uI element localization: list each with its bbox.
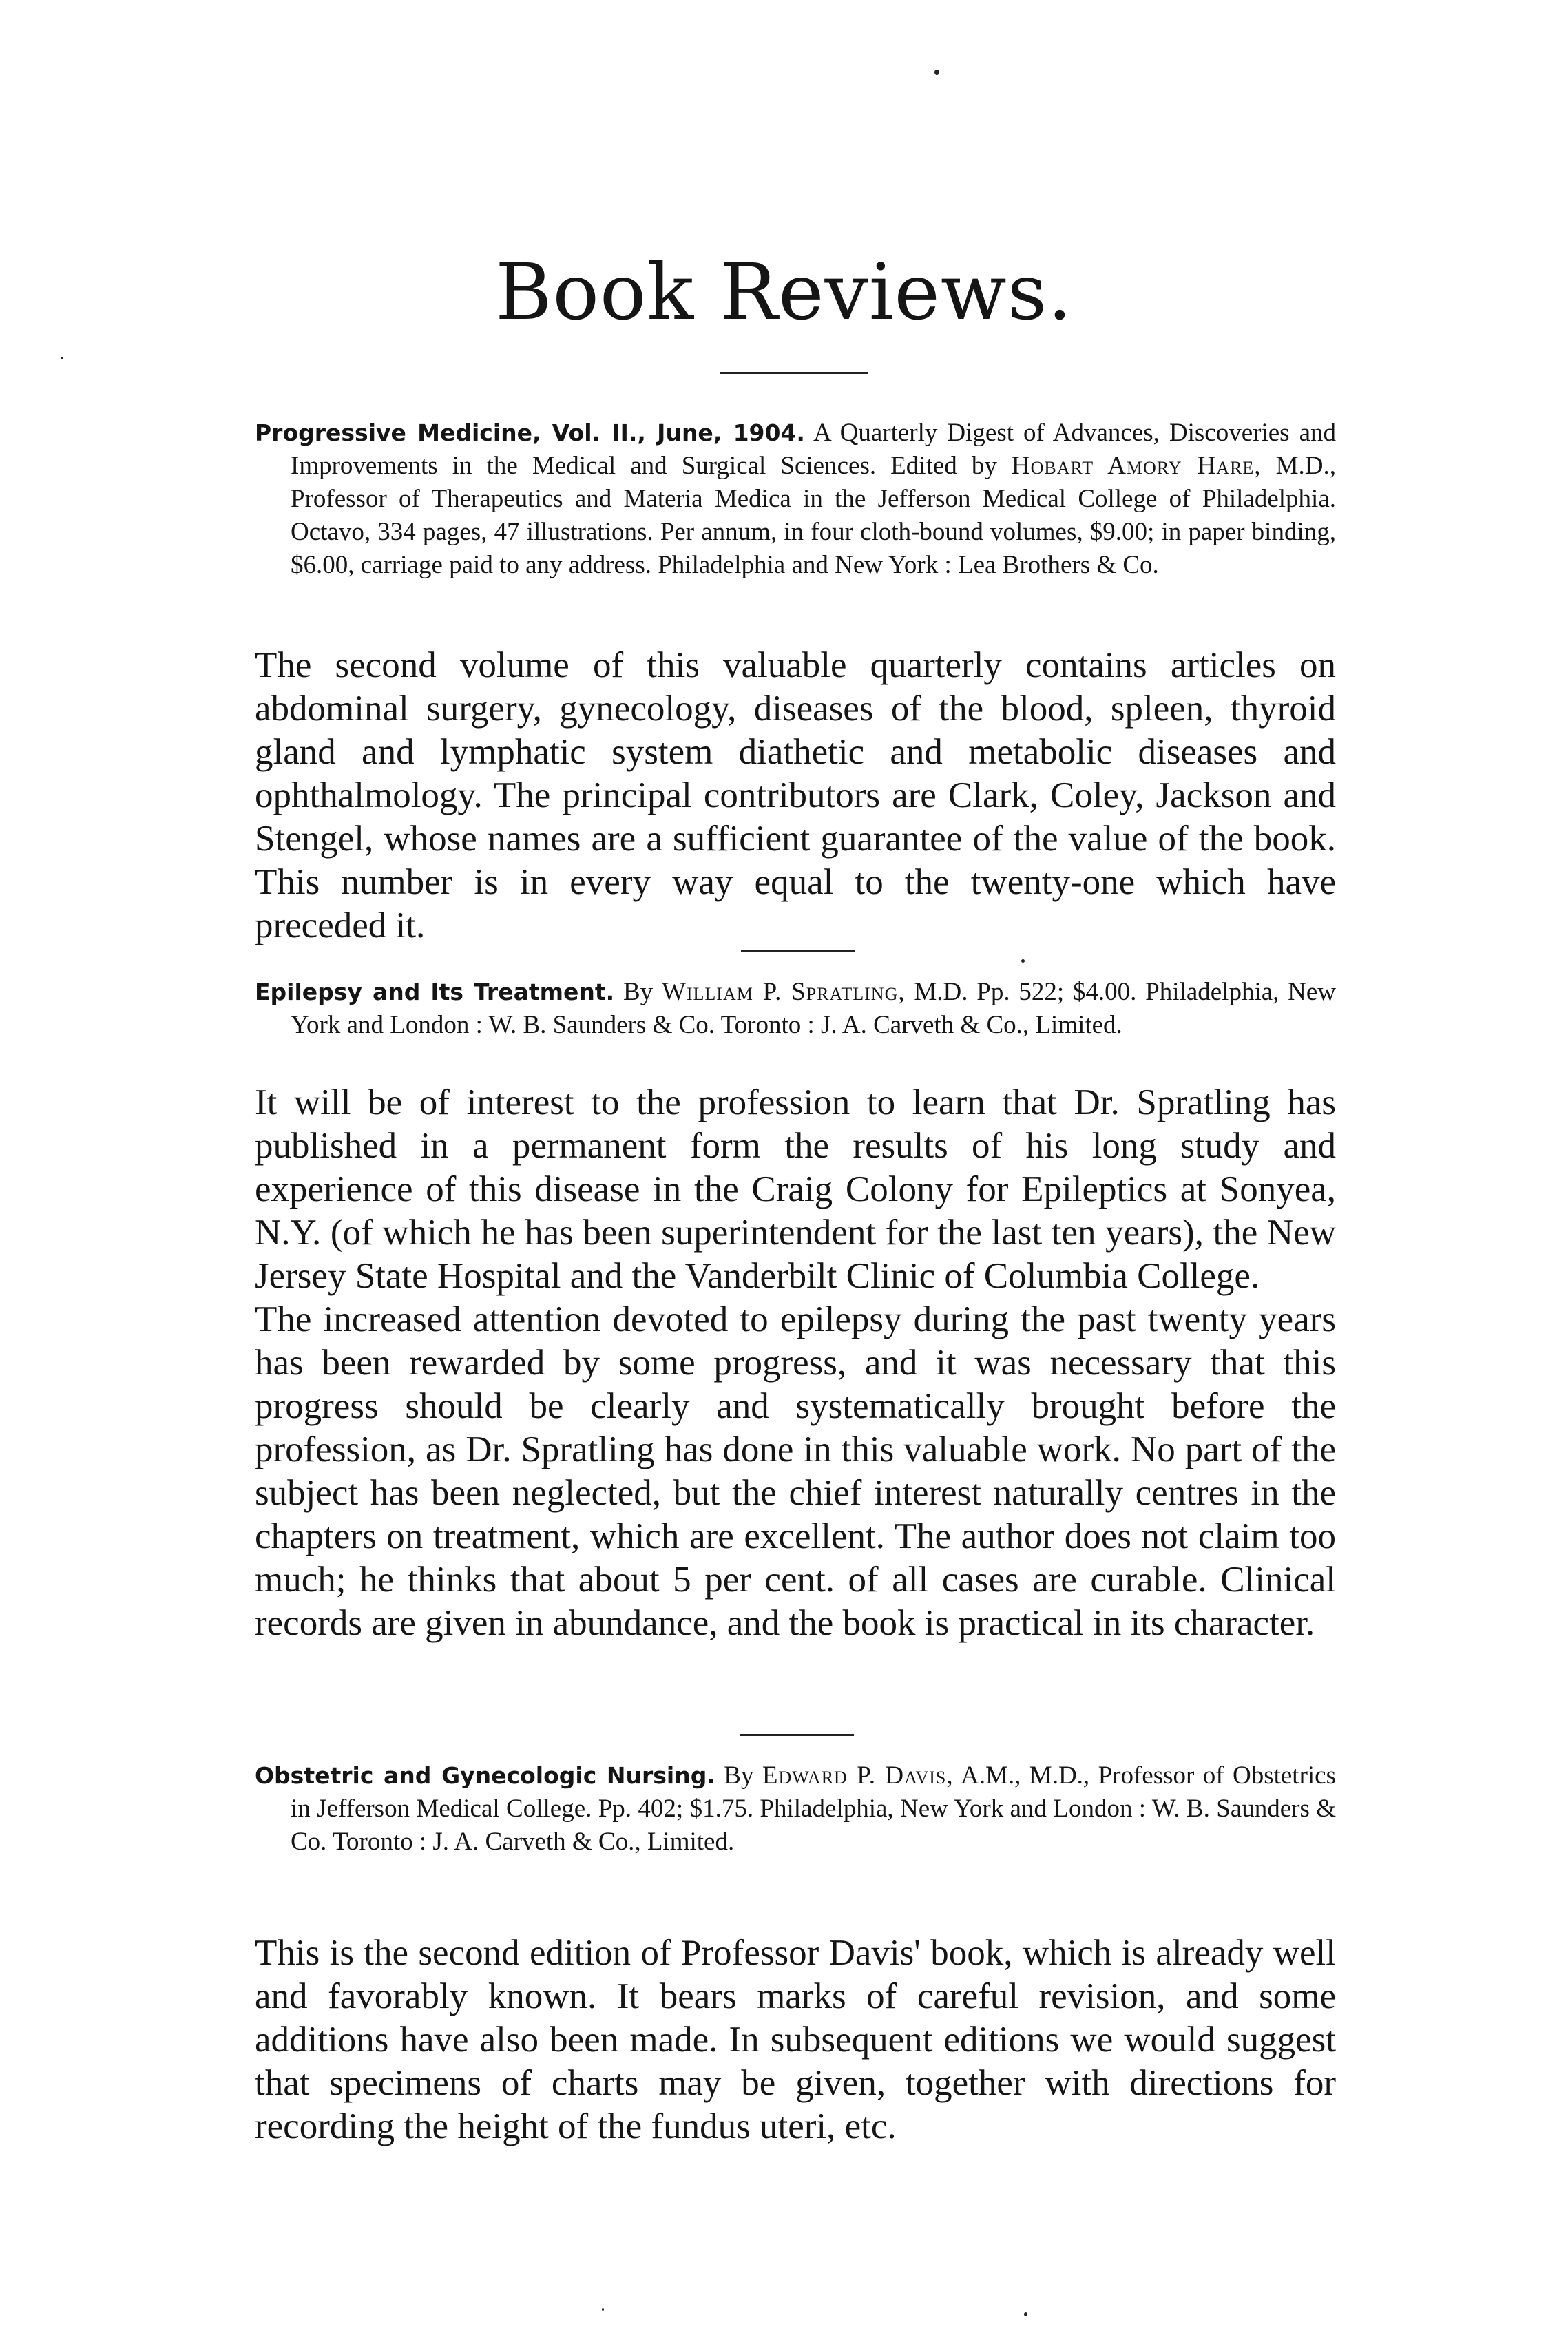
book-title: Obstetric and Gynecologic Nursing. (255, 1762, 715, 1789)
page-title: Book Reviews. (495, 248, 1073, 337)
author-name: William P. Spratling, (661, 978, 906, 1006)
citation-text: By (623, 978, 654, 1006)
citation-text: A Quarterly Digest of Advances, Discoveries and Improvements in the Medical and Surgical Sciences. Edited by (291, 419, 1336, 480)
citation-text: By (724, 1761, 754, 1790)
review-paragraph: It will be of interest to the profession to learn that Dr. Spratling has published in a permanent form the results of his long study and experience of this disease in the Craig Colony for Epileptics at Sonyea, N.Y. (of which he has been superintendent for the last ten years), the New Jersey State Hospital and the Vanderbilt Clinic of Columbia College. (255, 1082, 1336, 1296)
specks (61, 357, 63, 359)
author-name: Hobart Amory Hare, (1011, 452, 1262, 480)
review-body (255, 1081, 1336, 1645)
title-rule (720, 372, 868, 374)
citation-text: M.D., Professor of Therapeutics and Materia Medica in the Jefferson Medical College of Philadelphia. Octavo, 334 pages, 47 illustrations. Per annum, in four cloth-bound volumes, $9.00; in paper binding, $6.00, carriage paid to any address. Philadelphia and New York : Lea Brothers & Co. (291, 452, 1337, 579)
review-paragraph: This is the second edition of Professor Davis' book, which is already well and favorably known. It bears marks of careful revision, and some additions have also been made. In subsequent editions we would suggest that specimens of charts may be given, together with directions for recording the height of the fundus uteri, etc. (255, 1933, 1336, 2146)
review-paragraph: The increased attention devoted to epilepsy during the past twenty years has been rewarded by some progress, and it was necessary that this progress should be clearly and systematically brought before the profession, as Dr. Spratling has done in this valuable work. No part of the subject has been neglected, but the chief interest naturally centres in the chapters on treatment, which are excellent. The author does not claim too much; he thinks that about 5 per cent. of all cases are curable. Clinical records are given in abundance, and the book is practical in its character. (255, 1299, 1336, 1643)
specks (1024, 2312, 1027, 2316)
specks (934, 70, 939, 75)
citation-text: A.M., M.D., Professor of Obstetrics in Jefferson Medical College. Pp. 402; $1.75. Philadelphia, New York and London : W. B. Saunders & Co. Toronto : J. A. Carveth & Co., Limited. (291, 1761, 1336, 1856)
review-citation (255, 417, 1336, 582)
section-rule (740, 1734, 854, 1736)
author-name: Edward P. Davis, (762, 1761, 954, 1790)
review-paragraph: The second volume of this valuable quarterly contains articles on abdominal surgery, gynecology, diseases of the blood, spleen, thyroid gland and lymphatic system diathetic and metabolic diseases and ophthalmology. The principal contributors are Clark, Coley, Jackson and Stengel, whose names are a sufficient guarantee of the value of the book. This number is in every way equal to the twenty-one which have preceded it. (255, 645, 1336, 945)
specks (1021, 959, 1025, 963)
section-rule (741, 950, 855, 952)
citation-text: M.D. Pp. 522; $4.00. Philadelphia, New York and London : W. B. Saunders & Co. Toronto : J. A. Carveth & Co., Limited. (291, 978, 1337, 1039)
review-citation (255, 976, 1336, 1042)
book-title: Progressive Medicine, Vol. II., June, 1904. (255, 419, 805, 446)
review-citation (255, 1759, 1336, 1859)
book-title: Epilepsy and Its Treatment. (255, 979, 615, 1005)
review-body (255, 644, 1336, 948)
specks (602, 2308, 604, 2311)
review-body (255, 1932, 1336, 2148)
